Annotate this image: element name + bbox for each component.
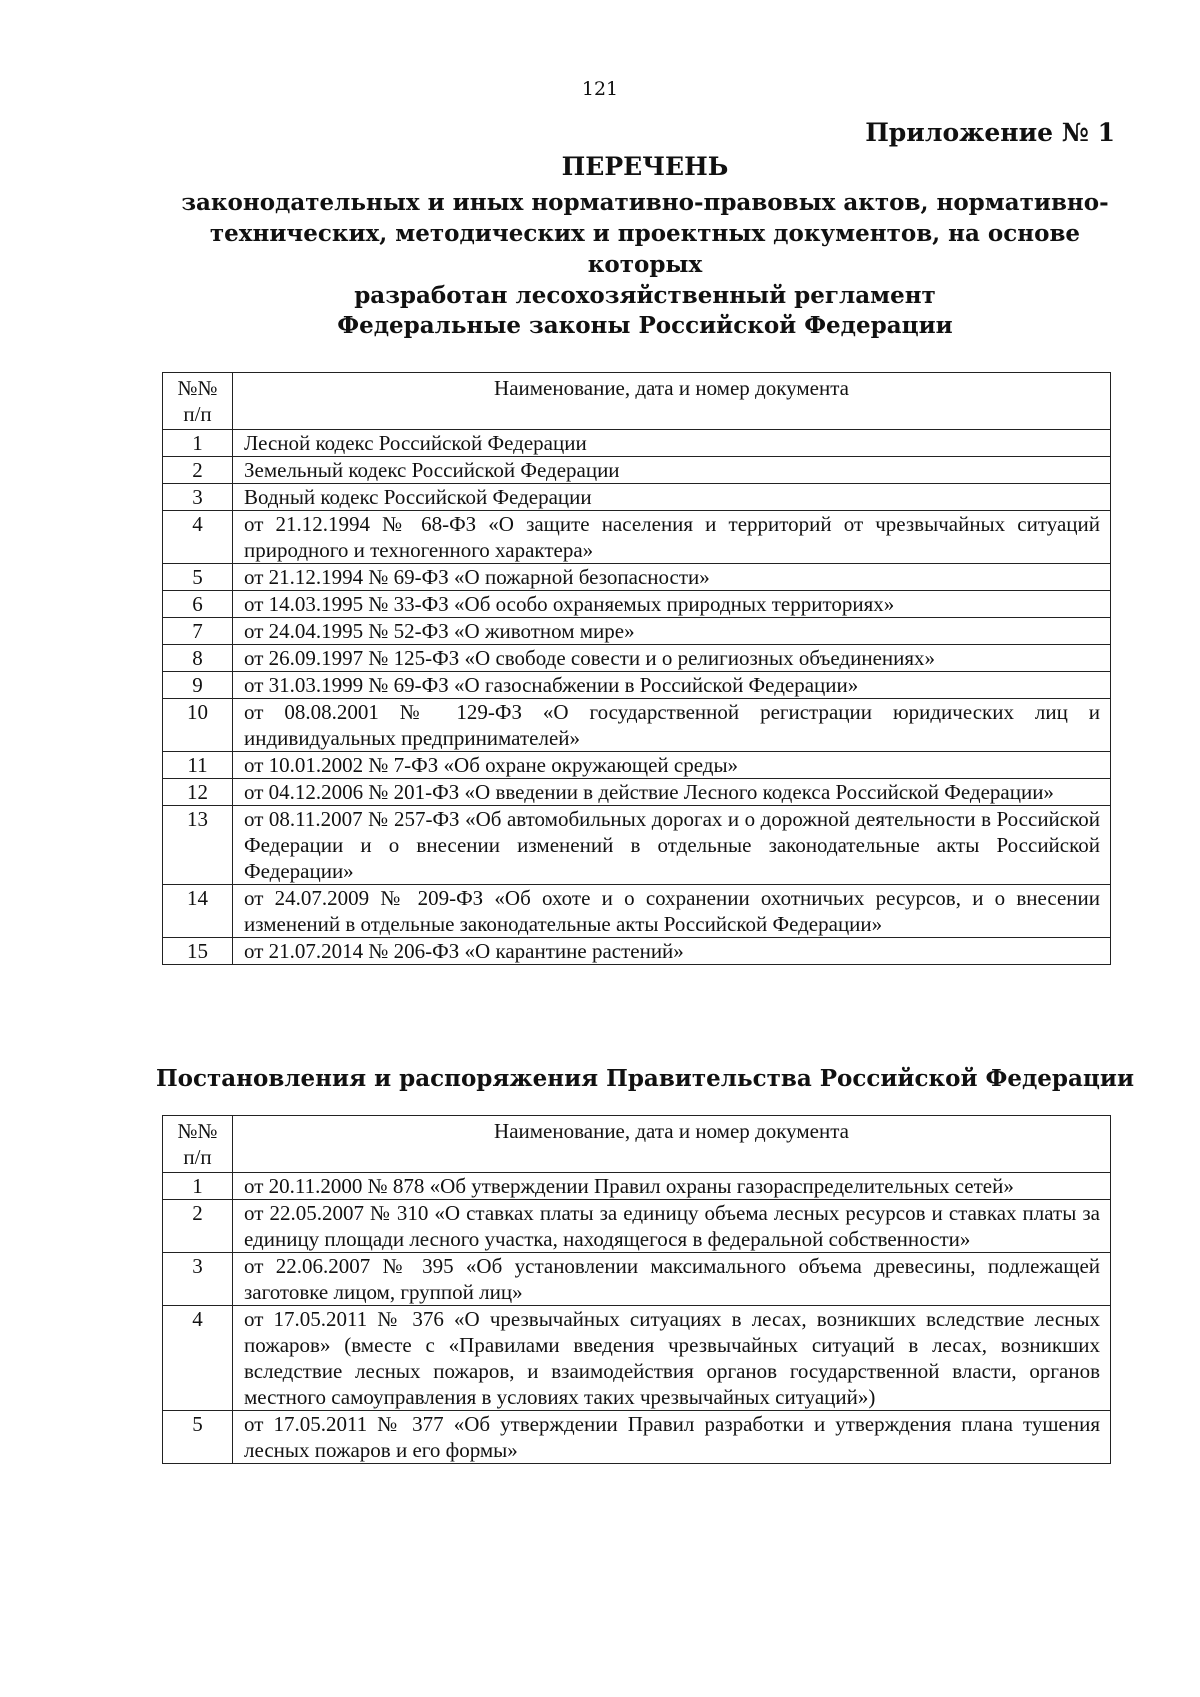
row-number: 7 bbox=[163, 618, 233, 645]
row-document-name: от 17.05.2011 № 376 «О чрезвычайных ситуациях в лесах, возникших вследствие лесных пожаров» (вместе с «Правилами введения чрезвычайных ситуаций в лесах, возникших вследствие лесных пожаров, и взаимодействия органов государственной власти, органов местного самоуправления в условиях таких чрезвычайных ситуаций») bbox=[233, 1306, 1111, 1411]
federal-laws-table bbox=[162, 372, 1111, 965]
table-row bbox=[163, 484, 1111, 511]
table-row bbox=[163, 645, 1111, 672]
table-row bbox=[163, 699, 1111, 752]
section-heading-federal-laws: Федеральные законы Российской Федерации bbox=[337, 312, 953, 339]
row-number: 15 bbox=[163, 938, 233, 965]
row-number: 3 bbox=[163, 1253, 233, 1306]
table-row bbox=[163, 564, 1111, 591]
row-document-name: от 08.08.2001 № 129-ФЗ «О государственной регистрации юридических лиц и индивидуальных предпринимателей» bbox=[233, 699, 1111, 752]
table-row bbox=[163, 806, 1111, 885]
row-number: 1 bbox=[163, 430, 233, 457]
table-row bbox=[163, 752, 1111, 779]
subtitle-line: технических, методических и проектных документов, на основе которых bbox=[209, 220, 1081, 278]
table-row bbox=[163, 618, 1111, 645]
table-row bbox=[163, 511, 1111, 564]
row-number: 5 bbox=[163, 564, 233, 591]
table-header-row bbox=[163, 373, 1111, 430]
table-row bbox=[163, 1173, 1111, 1200]
table-body bbox=[163, 1173, 1111, 1464]
table-row bbox=[163, 1253, 1111, 1306]
row-document-name: от 20.11.2000 № 878 «Об утверждении Правил охраны газораспределительных сетей» bbox=[233, 1173, 1111, 1200]
row-document-name: от 22.05.2007 № 310 «О ставках платы за единицу объема лесных ресурсов и ставках платы за единицу площади лесного участка, находящегося в федеральной собственности» bbox=[233, 1200, 1111, 1253]
page-number: 121 bbox=[581, 78, 619, 100]
row-number: 8 bbox=[163, 645, 233, 672]
row-number: 14 bbox=[163, 885, 233, 938]
row-number: 12 bbox=[163, 779, 233, 806]
row-number: 1 bbox=[163, 1173, 233, 1200]
table-header-row bbox=[163, 1116, 1111, 1173]
document-subtitle bbox=[160, 187, 1130, 311]
row-document-name: от 04.12.2006 № 201-ФЗ «О введении в действие Лесного кодекса Российской Федерации» bbox=[233, 779, 1111, 806]
table-body bbox=[163, 430, 1111, 965]
column-header-number: №№ п/п bbox=[163, 373, 233, 430]
table-row bbox=[163, 672, 1111, 699]
government-decrees-table bbox=[162, 1115, 1111, 1464]
row-number: 4 bbox=[163, 1306, 233, 1411]
row-document-name: от 08.11.2007 № 257-ФЗ «Об автомобильных дорогах и о дорожной деятельности в Российской Федерации и о внесении изменений в отдельные законодательные акты Российской Федерации» bbox=[233, 806, 1111, 885]
table-row bbox=[163, 1200, 1111, 1253]
row-document-name: от 24.04.1995 № 52-ФЗ «О животном мире» bbox=[233, 618, 1111, 645]
document-title: ПЕРЕЧЕНЬ bbox=[561, 152, 729, 181]
row-document-name: от 21.12.1994 № 69-ФЗ «О пожарной безопасности» bbox=[233, 564, 1111, 591]
row-document-name: от 21.07.2014 № 206-ФЗ «О карантине растений» bbox=[233, 938, 1111, 965]
table-row bbox=[163, 1411, 1111, 1464]
row-number: 6 bbox=[163, 591, 233, 618]
row-document-name: от 24.07.2009 № 209-ФЗ «Об охоте и о сохранении охотничьих ресурсов, и о внесении изменений в отдельные законодательные акты Российской Федерации» bbox=[233, 885, 1111, 938]
table-row bbox=[163, 591, 1111, 618]
row-document-name: от 21.12.1994 № 68-ФЗ «О защите населения и территорий от чрезвычайных ситуаций природного и техногенного характера» bbox=[233, 511, 1111, 564]
column-header-name: Наименование, дата и номер документа bbox=[233, 1116, 1111, 1173]
row-document-name: от 31.03.1999 № 69-ФЗ «О газоснабжении в Российской Федерации» bbox=[233, 672, 1111, 699]
row-document-name: от 22.06.2007 № 395 «Об установлении максимального объема древесины, подлежащей заготовке лицом, группой лиц» bbox=[233, 1253, 1111, 1306]
row-number: 11 bbox=[163, 752, 233, 779]
column-header-name: Наименование, дата и номер документа bbox=[233, 373, 1111, 430]
table-row bbox=[163, 885, 1111, 938]
row-document-name: от 14.03.1995 № 33-ФЗ «Об особо охраняемых природных территориях» bbox=[233, 591, 1111, 618]
row-document-name: Лесной кодекс Российской Федерации bbox=[233, 430, 1111, 457]
row-number: 5 bbox=[163, 1411, 233, 1464]
row-document-name: от 10.01.2002 № 7-ФЗ «Об охране окружающей среды» bbox=[233, 752, 1111, 779]
appendix-label: Приложение № 1 bbox=[865, 118, 1115, 147]
subtitle-line: законодательных и иных нормативно-правовых актов, нормативно- bbox=[181, 189, 1109, 216]
row-number: 3 bbox=[163, 484, 233, 511]
row-number: 10 bbox=[163, 699, 233, 752]
table-row bbox=[163, 938, 1111, 965]
row-number: 9 bbox=[163, 672, 233, 699]
table-row bbox=[163, 779, 1111, 806]
section-heading-government-decrees: Постановления и распоряжения Правительства Российской Федерации bbox=[155, 1065, 1135, 1092]
column-header-number: №№ п/п bbox=[163, 1116, 233, 1173]
row-document-name: от 26.09.1997 № 125-ФЗ «О свободе совести и о религиозных объединениях» bbox=[233, 645, 1111, 672]
table-row bbox=[163, 1306, 1111, 1411]
row-number: 2 bbox=[163, 1200, 233, 1253]
row-number: 4 bbox=[163, 511, 233, 564]
subtitle-line: разработан лесохозяйственный регламент bbox=[354, 282, 936, 309]
table-row bbox=[163, 430, 1111, 457]
row-document-name: Водный кодекс Российской Федерации bbox=[233, 484, 1111, 511]
row-document-name: от 17.05.2011 № 377 «Об утверждении Правил разработки и утверждения плана тушения лесных пожаров и его формы» bbox=[233, 1411, 1111, 1464]
table-row bbox=[163, 457, 1111, 484]
row-document-name: Земельный кодекс Российской Федерации bbox=[233, 457, 1111, 484]
row-number: 2 bbox=[163, 457, 233, 484]
row-number: 13 bbox=[163, 806, 233, 885]
